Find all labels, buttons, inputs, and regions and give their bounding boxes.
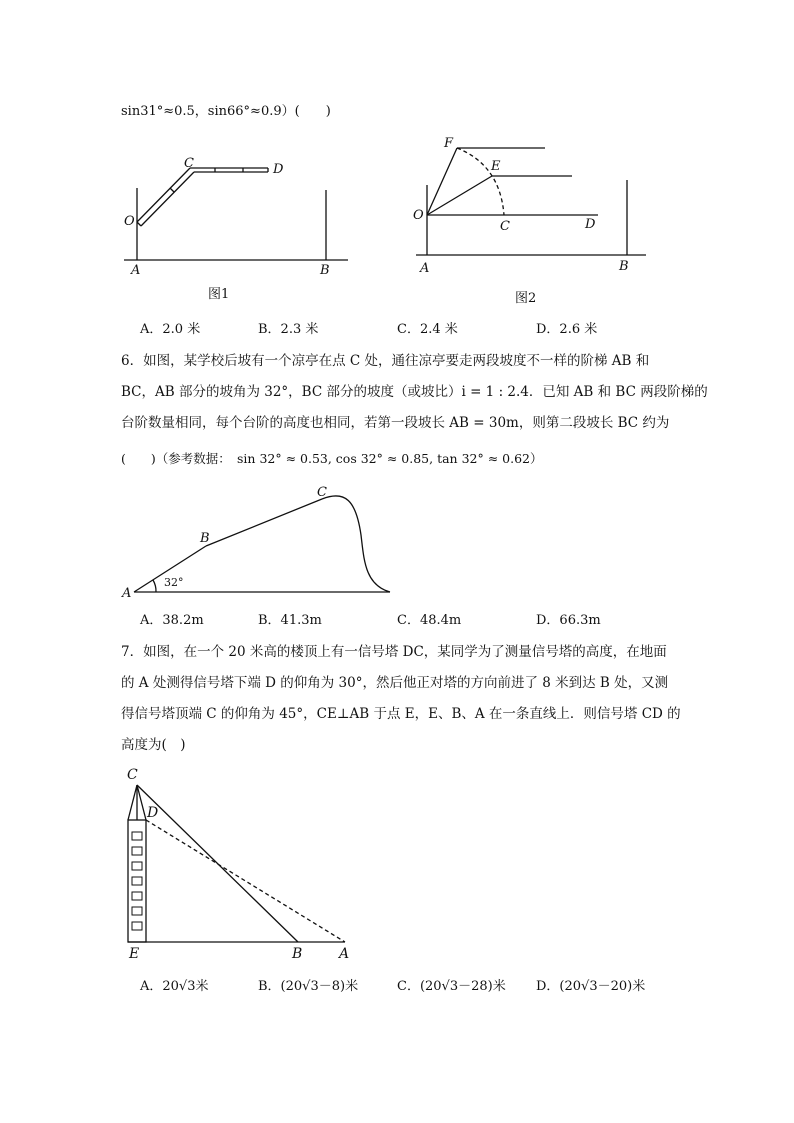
q7-option-b[interactable]: B．(20√3－8)米: [258, 979, 359, 994]
q6-option-a[interactable]: A．38.2m: [140, 613, 204, 628]
q6-line-2: BC，AB 部分的坡角为 32°，BC 部分的坡度（或坡比）i = 1 : 2.4．已知 AB 和 BC 两段阶梯的: [121, 384, 708, 400]
fig2-label-o: O: [413, 208, 424, 223]
q6-label-b: B: [200, 531, 210, 546]
q7-window: [132, 832, 142, 840]
fig2-caption: 图2: [515, 291, 537, 306]
q5-option-d[interactable]: D．2.6 米: [536, 322, 598, 337]
q5-option-c[interactable]: C．2.4 米: [397, 322, 458, 337]
q6-option-b[interactable]: B．41.3m: [258, 613, 322, 628]
q5-option-b[interactable]: B．2.3 米: [258, 322, 319, 337]
q5-option-a[interactable]: A．2.0 米: [140, 322, 201, 337]
q7-window: [132, 907, 142, 915]
q7-option-a[interactable]: A．20√3米: [140, 979, 209, 994]
q6-option-d[interactable]: D．66.3m: [536, 613, 601, 628]
fig2-label-a: A: [420, 261, 430, 276]
q7-line-2: 的 A 处测得信号塔下端 D 的仰角为 30°，然后他正对塔的方向前进了 8 米到达 B 处，又测: [121, 675, 669, 691]
q6-label-c: C: [317, 485, 327, 500]
q7-label-a: A: [339, 946, 350, 962]
q7-label-c: C: [127, 767, 138, 783]
q7-option-d[interactable]: D．(20√3－20)米: [536, 979, 646, 994]
fig1-label-c: C: [184, 156, 194, 171]
q7-line-cb: [137, 785, 298, 942]
q5-reference-text: sin31°≈0.5，sin66°≈0.9）( ): [121, 104, 331, 119]
fig2-label-d: D: [585, 217, 596, 232]
fig1-label-o: O: [124, 214, 135, 229]
fig1-label-a: A: [131, 263, 141, 278]
q7-label-e: E: [129, 946, 140, 962]
fig1-label-b: B: [320, 263, 330, 278]
fig2-label-c: C: [500, 219, 510, 234]
q7-label-d: D: [147, 805, 159, 821]
fig2-label-f: F: [444, 136, 454, 151]
q6-option-c[interactable]: C．48.4m: [397, 613, 462, 628]
q7-window: [132, 862, 142, 870]
q7-window: [132, 892, 142, 900]
q6-line-4: ( )（参考数据： sin 32° ≈ 0.53, cos 32° ≈ 0.85, tan 32° ≈ 0.62）: [121, 451, 543, 466]
q7-building-windows: [132, 832, 142, 930]
q7-option-c[interactable]: C．(20√3－28)米: [397, 979, 506, 994]
q6-label-a: A: [122, 586, 132, 601]
fig1-label-d: D: [273, 162, 284, 177]
q7-line-da: [146, 820, 345, 942]
q7-window: [132, 922, 142, 930]
fig1-caption: 图1: [208, 287, 230, 302]
q7-label-b: B: [292, 946, 303, 962]
q7-window: [132, 877, 142, 885]
q7-tower-left: [128, 785, 137, 820]
q6-line-1: 6．如图，某学校后坡有一个凉亭在点 C 处，通往凉亭要走两段坡度不一样的阶梯 AB 和: [121, 353, 650, 369]
q7-building: [128, 820, 146, 942]
q7-line-4: 高度为( ): [121, 737, 186, 753]
fig2-label-e: E: [491, 159, 501, 174]
q6-angle-label: 32°: [164, 576, 184, 589]
q6-line-3: 台阶数量相同，每个台阶的高度也相同，若第一段坡长 AB = 30m，则第二段坡长 BC 约为: [121, 415, 670, 431]
q7-window: [132, 847, 142, 855]
fig2-label-b: B: [619, 259, 629, 274]
q7-line-3: 得信号塔顶端 C 的仰角为 45°，CE⊥AB 于点 E，E、B、A 在一条直线上．则信号塔 CD 的: [121, 706, 681, 722]
q7-line-1: 7．如图，在一个 20 米高的楼顶上有一信号塔 DC，某同学为了测量信号塔的高度，在地面: [121, 644, 667, 660]
